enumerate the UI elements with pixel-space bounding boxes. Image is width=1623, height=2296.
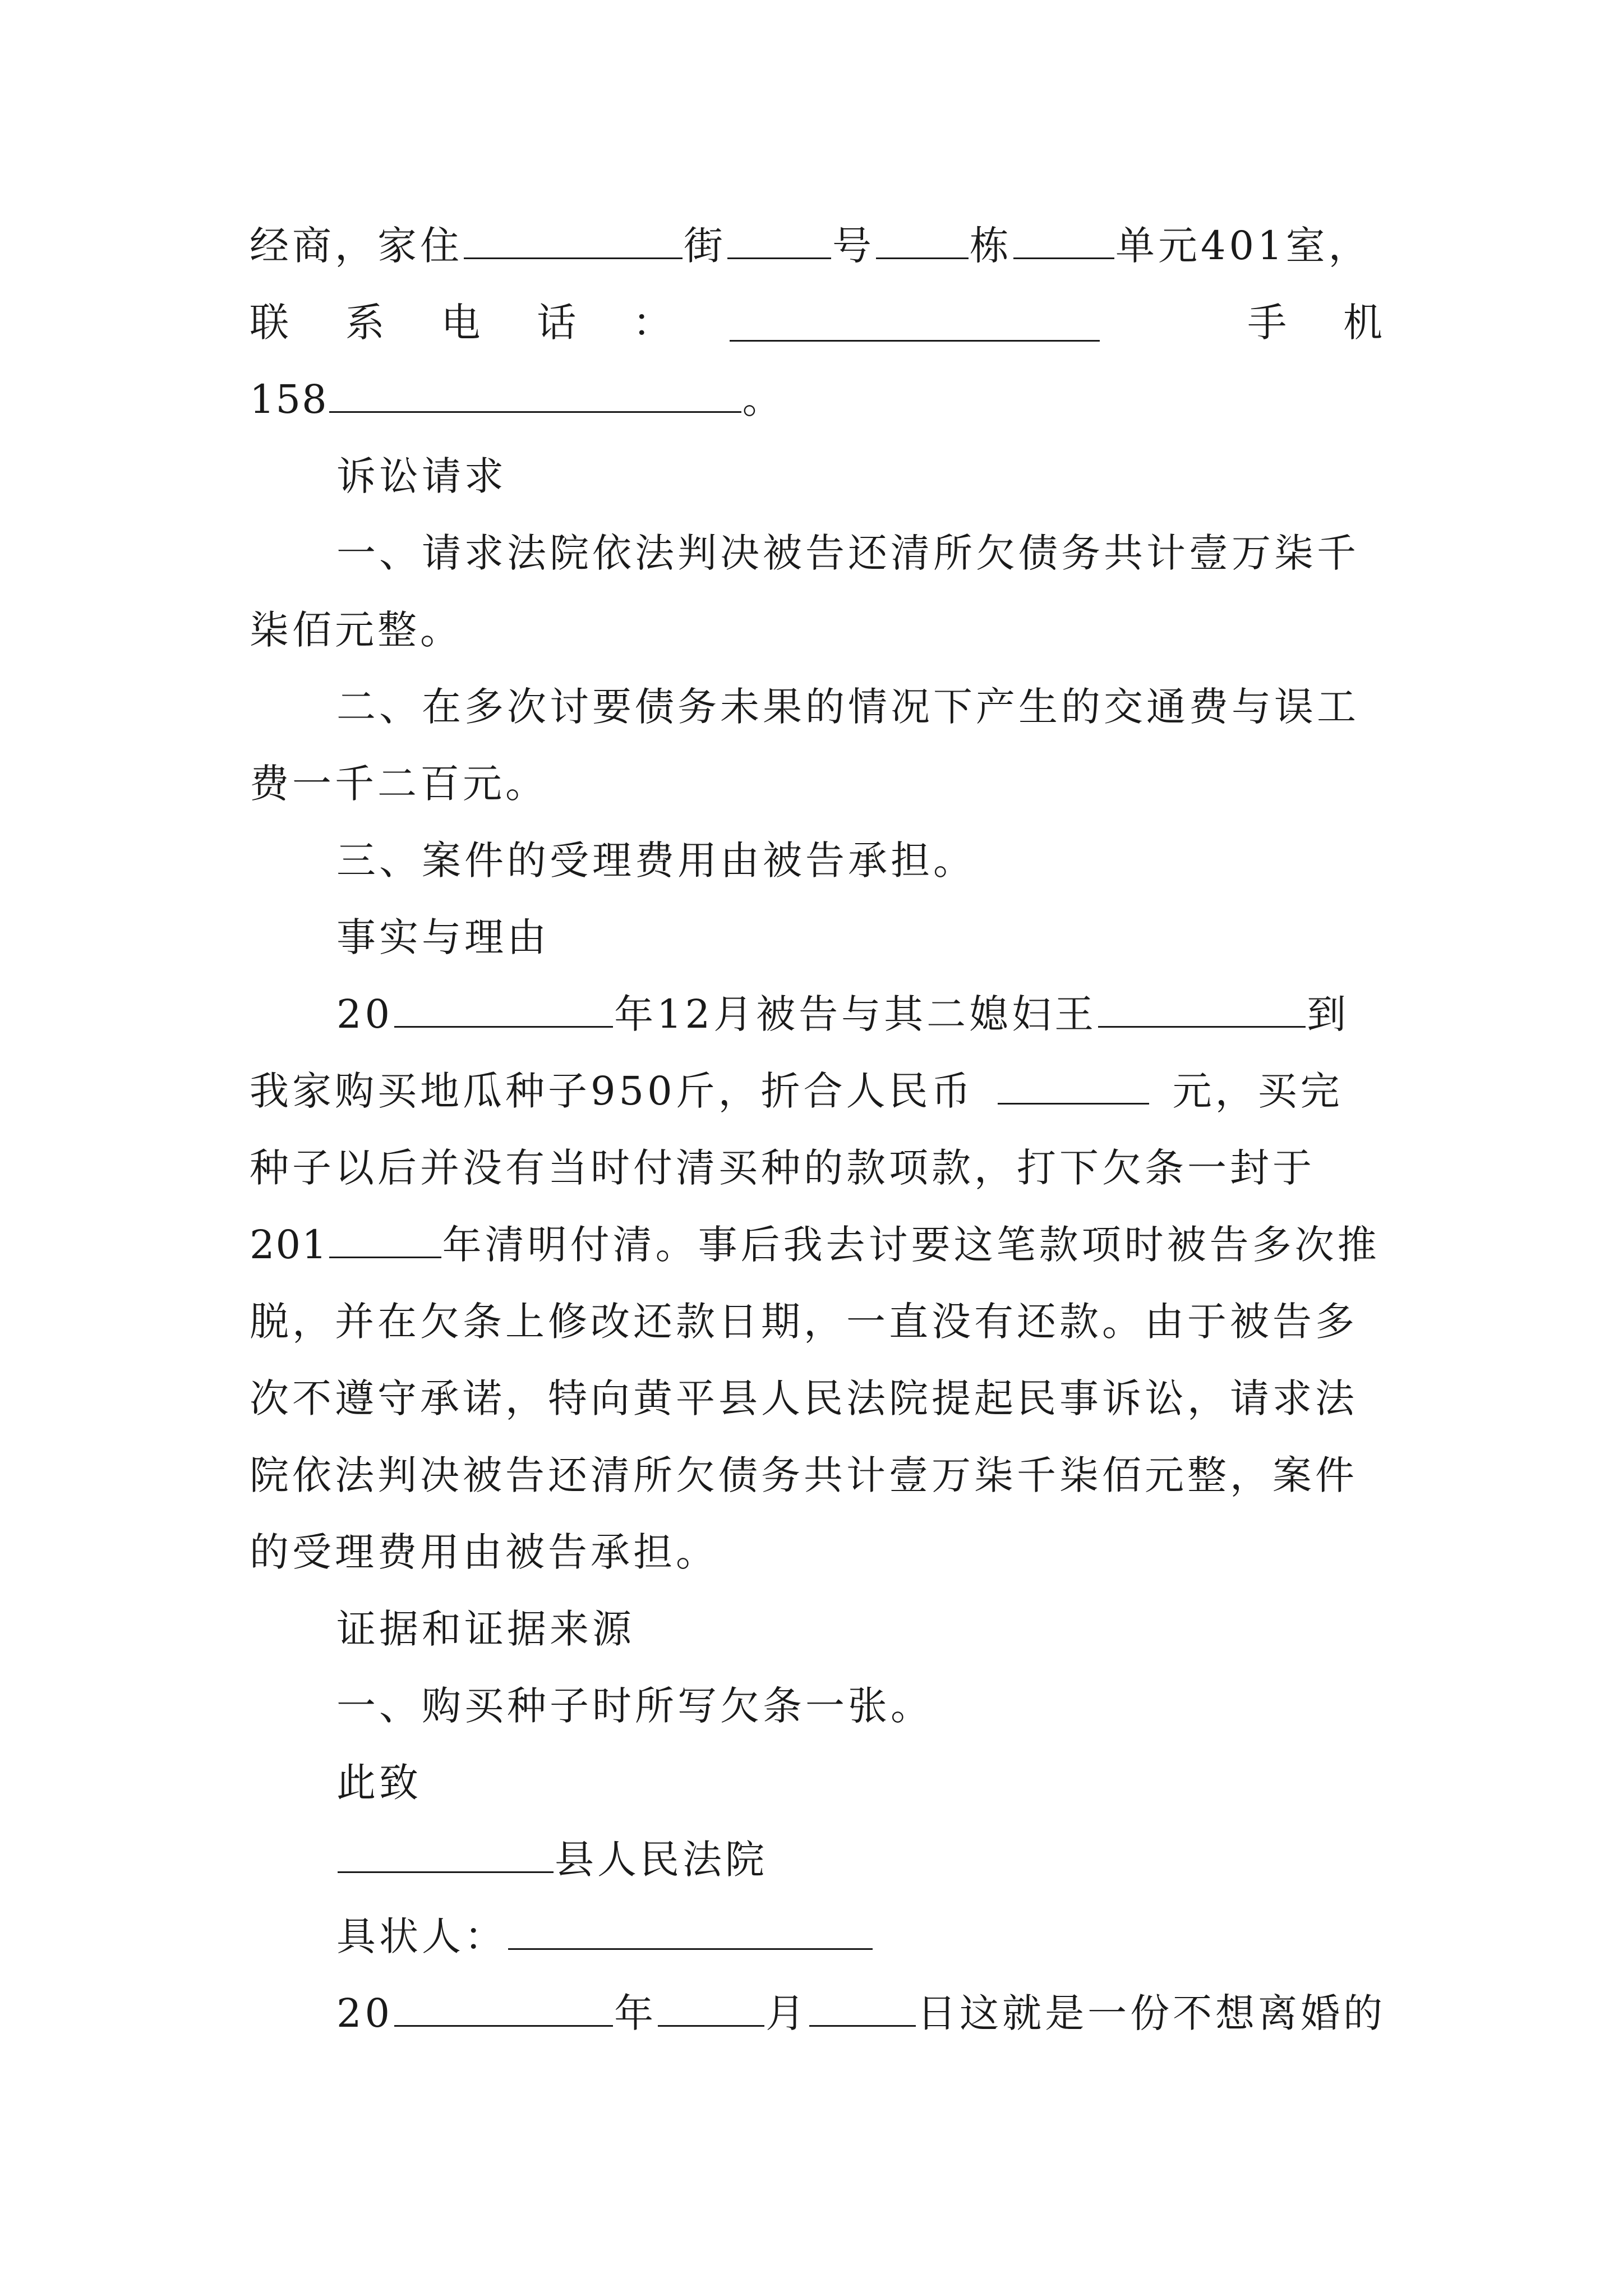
text-run: 机: [1343, 300, 1382, 346]
fill-blank: [730, 304, 1100, 342]
fill-blank: [1013, 222, 1114, 259]
text-run: 日这就是一份不想离婚的: [917, 1990, 1386, 2036]
fill-blank: [329, 1221, 441, 1258]
text-line: 一、购买种子时所写欠条一张。: [336, 1683, 933, 1729]
fill-blank: [876, 222, 969, 259]
text-run: 栋: [970, 223, 1012, 269]
text-run: 手: [1247, 300, 1287, 346]
text-line: 一、请求法院依法判决被告还清所欠债务共计壹万柒千: [336, 530, 1359, 576]
fill-blank: [329, 375, 741, 413]
text-run: 到: [1307, 991, 1350, 1037]
fill-blank: [658, 1989, 764, 2027]
text-line: 的受理费用由被告承担。: [250, 1529, 718, 1575]
text-line: [336, 1898, 1382, 1975]
fill-blank: [508, 1912, 873, 1950]
text-run: 我家购买地瓜种子950斤，折合人民币: [250, 1068, 974, 1114]
text-line: 此致: [336, 1760, 422, 1806]
fill-blank: [394, 990, 613, 1028]
text-run: 联: [250, 300, 289, 346]
text-run: 月: [766, 1990, 809, 2036]
text-run: 。: [742, 376, 785, 422]
text-run: 县人民法院: [555, 1837, 768, 1883]
fill-blank: [809, 1989, 916, 2027]
fill-blank: [464, 222, 683, 259]
fill-blank: [727, 222, 831, 259]
text-run: 年12月被告与其二媳妇王: [614, 991, 1098, 1037]
text-line: [336, 1821, 1382, 1898]
section-heading: 证据和证据来源: [336, 1606, 635, 1652]
fill-blank: [998, 1067, 1149, 1105]
text-line: [336, 976, 1382, 1053]
text-run: 元，买完: [1172, 1068, 1343, 1114]
text-line: [250, 361, 1382, 438]
text-line: 三、案件的受理费用由被告承担。: [336, 838, 976, 884]
section-heading: 诉讼请求: [336, 453, 507, 499]
text-run: 街: [684, 223, 726, 269]
text-line: 次不遵守承诺，特向黄平县人民法院提起民事诉讼，请求法: [250, 1375, 1358, 1421]
text-run: 单元401室，: [1115, 223, 1371, 269]
text-run: 具状人：: [336, 1913, 507, 1959]
text-line: [250, 208, 1382, 284]
text-run: 201: [250, 1222, 328, 1268]
fill-blank: [1098, 990, 1306, 1028]
text-run: 系: [345, 300, 385, 346]
text-run: 经商，家住: [250, 223, 463, 269]
text-line: 柒佰元整。: [250, 607, 463, 653]
text-line: [250, 1053, 1382, 1130]
text-line: [250, 1207, 1382, 1283]
text-line: 脱，并在欠条上修改还款日期，一直没有还款。由于被告多: [250, 1299, 1358, 1345]
text-line: [336, 1975, 1386, 2052]
text-run: ：: [633, 300, 672, 346]
section-heading: 事实与理由: [336, 914, 550, 960]
text-run: 话: [537, 300, 577, 346]
text-run: 年: [614, 1990, 657, 2036]
text-run: 158: [250, 376, 328, 422]
text-run: 电: [441, 300, 481, 346]
text-run: 年清明付清。事后我去讨要这笔款项时被告多次推: [442, 1222, 1380, 1268]
text-run: 号: [832, 223, 875, 269]
fill-blank: [394, 1989, 613, 2027]
text-line: 费一千二百元。: [250, 761, 548, 807]
text-line: 种子以后并没有当时付清买种的款项款，打下欠条一封于: [250, 1145, 1315, 1191]
text-run: 20: [336, 991, 394, 1037]
text-line: 二、在多次讨要债务未果的情况下产生的交通费与误工: [336, 684, 1359, 730]
fill-blank: [338, 1835, 554, 1873]
text-run: 20: [336, 1990, 394, 2036]
text-line: [250, 284, 1382, 361]
text-line: 院依法判决被告还清所欠债务共计壹万柒千柒佰元整，案件: [250, 1452, 1358, 1498]
